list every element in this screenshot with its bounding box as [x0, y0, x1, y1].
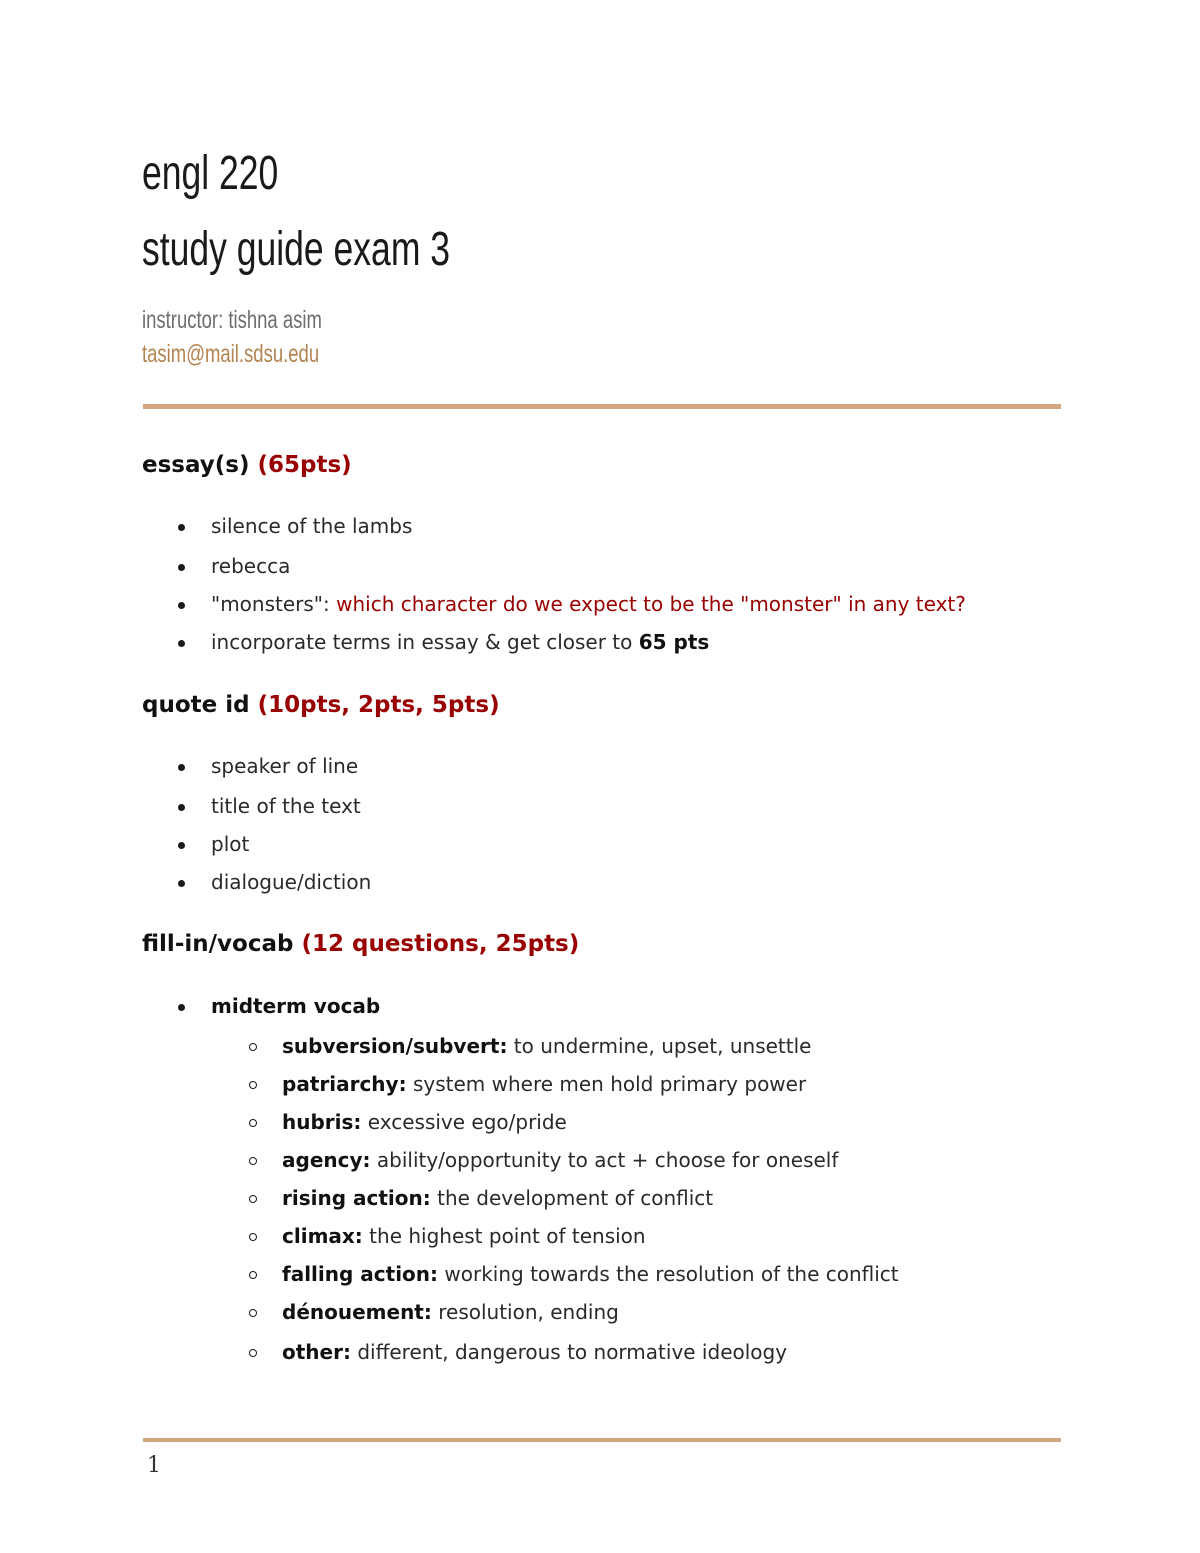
bullet-icon	[178, 564, 185, 571]
bullet-icon	[178, 842, 185, 849]
term-name: dénouement:	[282, 1300, 432, 1324]
bullet-icon	[178, 764, 185, 771]
bullet-icon	[178, 602, 185, 609]
list-item	[211, 794, 361, 818]
hollow-bullet-icon	[249, 1309, 257, 1317]
list-item-text: rebecca	[211, 554, 291, 578]
essay-points: (65pts)	[257, 452, 352, 478]
bullet-icon	[178, 640, 185, 647]
quote-heading	[142, 692, 500, 718]
vocab-term	[282, 1072, 806, 1096]
term-definition: system where men hold primary power	[406, 1072, 807, 1096]
hollow-bullet-icon	[249, 1271, 257, 1279]
fillin-points: (12 questions, 25pts)	[301, 931, 580, 957]
list-item	[211, 994, 380, 1018]
header-divider	[143, 404, 1061, 409]
vocab-term	[282, 1110, 567, 1134]
term-definition: the highest point of tension	[362, 1224, 646, 1248]
bullet-icon	[178, 524, 185, 531]
list-item-text: "monsters":	[211, 592, 337, 616]
term-name: climax:	[282, 1224, 363, 1248]
vocab-term	[282, 1034, 811, 1058]
bullet-icon	[178, 880, 185, 887]
list-item-text: plot	[211, 832, 250, 856]
list-item-question: which character do we expect to be the "monster" in any text?	[336, 592, 966, 616]
vocab-group-label: midterm vocab	[211, 994, 381, 1018]
term-definition: ability/opportunity to act + choose for oneself	[370, 1148, 839, 1172]
footer-divider	[143, 1438, 1061, 1442]
essay-heading	[142, 452, 352, 478]
hollow-bullet-icon	[249, 1195, 257, 1203]
list-item	[211, 754, 358, 778]
term-definition: working towards the resolution of the conflict	[438, 1262, 899, 1286]
list-item	[211, 870, 371, 894]
term-definition: resolution, ending	[431, 1300, 619, 1324]
vocab-term	[282, 1340, 787, 1364]
term-name: agency:	[282, 1148, 371, 1172]
term-name: falling action:	[282, 1262, 439, 1286]
term-definition: the development of conflict	[430, 1186, 714, 1210]
list-item	[211, 832, 249, 856]
guide-title: study guide exam 3	[142, 223, 451, 276]
hollow-bullet-icon	[249, 1119, 257, 1127]
hollow-bullet-icon	[249, 1081, 257, 1089]
list-item-text: speaker of line	[211, 754, 359, 778]
instructor-email: tasim@mail.sdsu.edu	[142, 340, 320, 368]
list-item-bold: 65 pts	[638, 630, 710, 654]
essay-heading-label: essay(s)	[142, 452, 250, 478]
list-item-text: dialogue/diction	[211, 870, 372, 894]
list-item-text: title of the text	[211, 794, 361, 818]
term-name: patriarchy:	[282, 1072, 407, 1096]
vocab-term	[282, 1224, 646, 1248]
quote-points: (10pts, 2pts, 5pts)	[257, 692, 500, 718]
list-item	[211, 592, 966, 616]
term-name: subversion/subvert:	[282, 1034, 508, 1058]
quote-heading-label: quote id	[142, 692, 250, 718]
term-name: rising action:	[282, 1186, 431, 1210]
term-name: hubris:	[282, 1110, 362, 1134]
hollow-bullet-icon	[249, 1043, 257, 1051]
bullet-icon	[178, 804, 185, 811]
term-definition: different, dangerous to normative ideology	[350, 1340, 788, 1364]
hollow-bullet-icon	[249, 1349, 257, 1357]
term-name: other:	[282, 1340, 351, 1364]
list-item-text: silence of the lambs	[211, 514, 413, 538]
list-item	[211, 554, 290, 578]
fillin-heading-label: fill-in/vocab	[142, 931, 294, 957]
vocab-term	[282, 1262, 899, 1286]
vocab-term	[282, 1186, 713, 1210]
hollow-bullet-icon	[249, 1233, 257, 1241]
page-number: 1	[147, 1453, 161, 1478]
list-item-text: incorporate terms in essay & get closer to	[211, 630, 639, 654]
list-item	[211, 630, 709, 654]
term-definition: excessive ego/pride	[361, 1110, 567, 1134]
hollow-bullet-icon	[249, 1157, 257, 1165]
list-item	[211, 514, 412, 538]
fillin-heading	[142, 931, 579, 957]
course-title: engl 220	[142, 147, 279, 200]
instructor-name: instructor: tishna asim	[142, 306, 322, 334]
bullet-icon	[178, 1004, 185, 1011]
vocab-term	[282, 1148, 838, 1172]
vocab-term	[282, 1300, 619, 1324]
term-definition: to undermine, upset, unsettle	[507, 1034, 812, 1058]
